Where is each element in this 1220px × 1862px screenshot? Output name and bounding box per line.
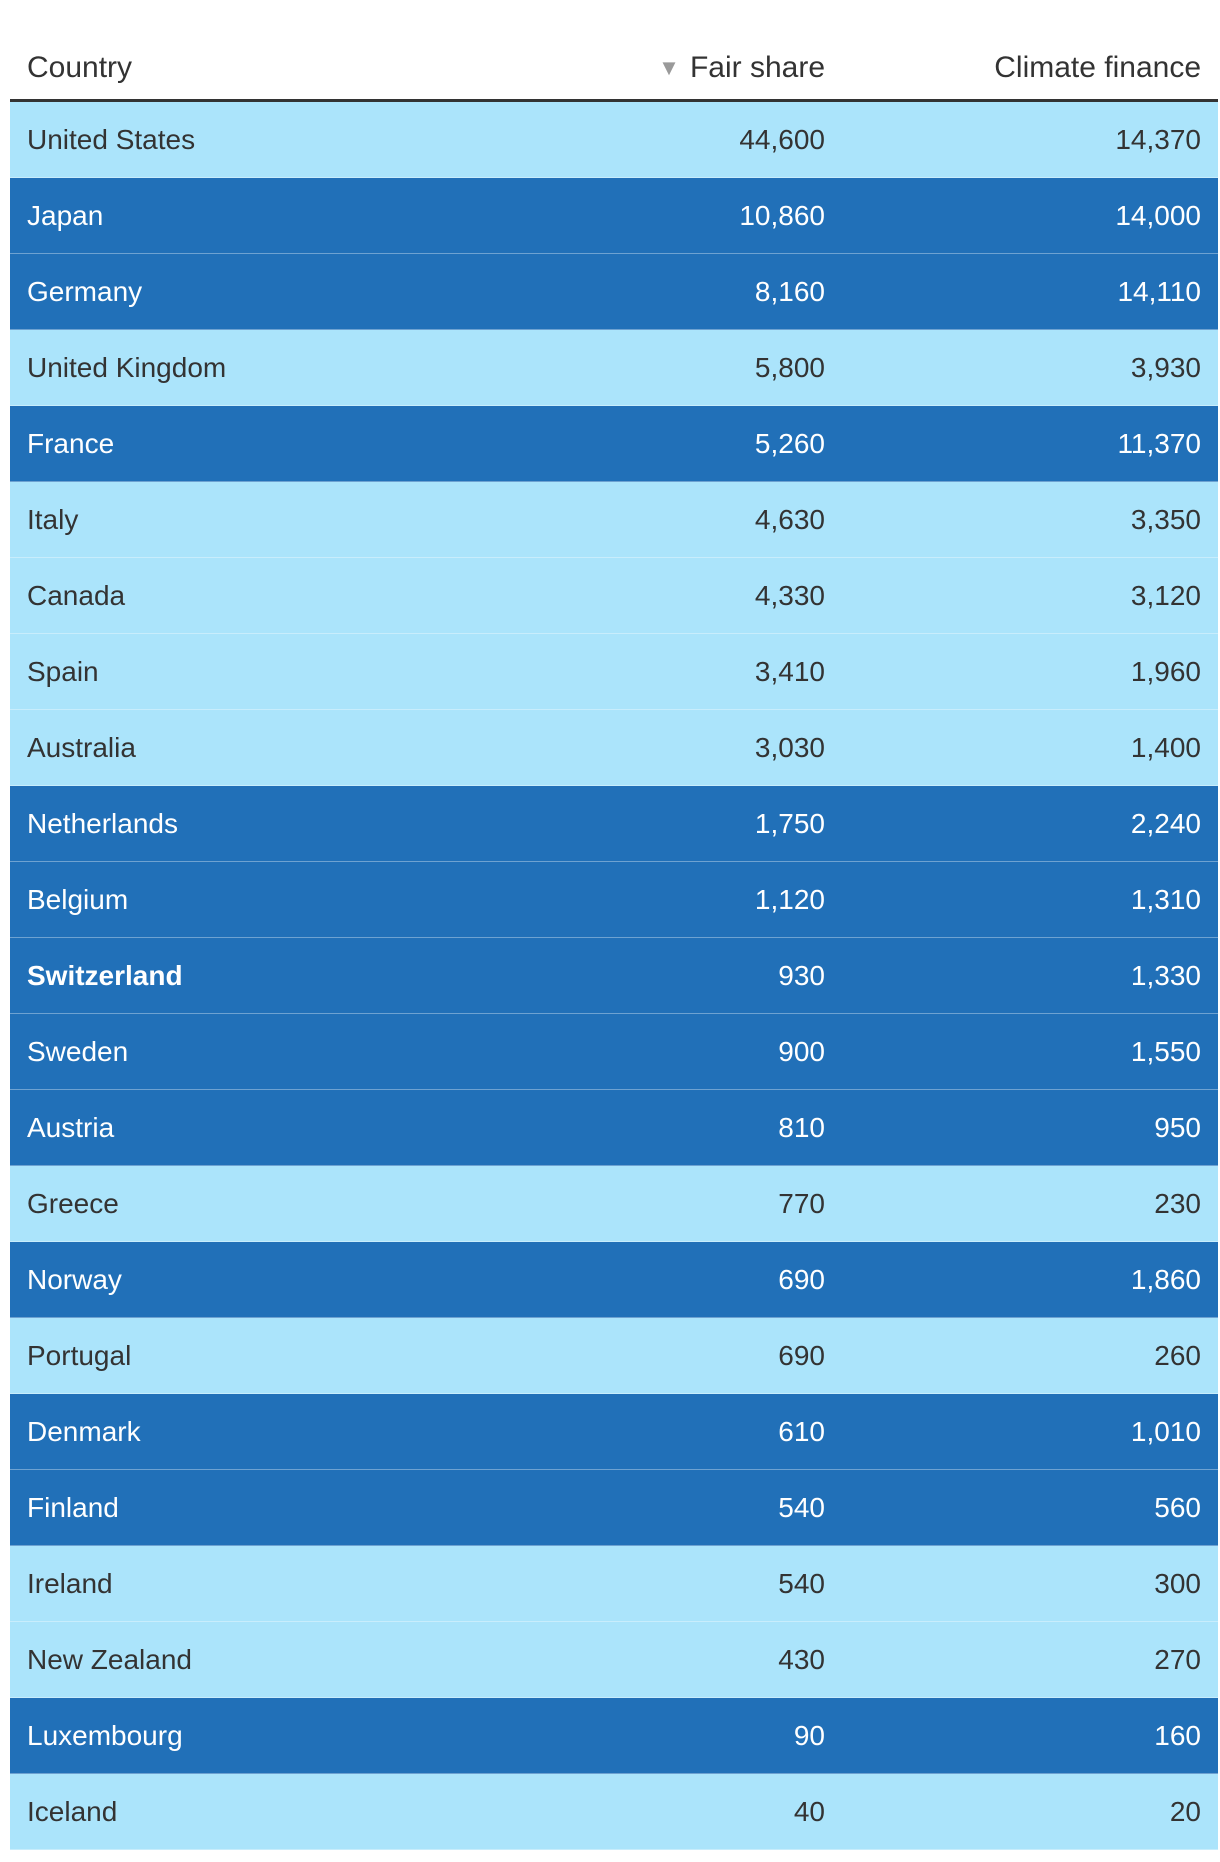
cell-climate-finance: 1,550: [1130, 1036, 1201, 1067]
cell-fair-share: 540: [778, 1492, 825, 1523]
cell-climate-finance: 3,350: [1130, 504, 1201, 535]
cell-fair-share: 3,030: [754, 732, 825, 763]
table-row: [10, 1318, 1218, 1394]
table-row: [10, 1166, 1218, 1242]
cell-country: France: [27, 428, 115, 459]
cell-fair-share: 44,600: [739, 124, 825, 155]
cell-fair-share: 40: [793, 1796, 825, 1827]
cell-climate-finance: 1,960: [1130, 656, 1201, 687]
cell-climate-finance: 300: [1154, 1568, 1201, 1599]
cell-country: Luxembourg: [27, 1720, 183, 1751]
cell-country: Netherlands: [27, 808, 178, 839]
cell-fair-share: 690: [778, 1264, 825, 1295]
cell-country: Japan: [27, 200, 104, 231]
cell-climate-finance: 160: [1154, 1720, 1201, 1751]
cell-country: Finland: [27, 1492, 119, 1523]
cell-country: Sweden: [27, 1036, 129, 1067]
cell-climate-finance: 14,110: [1117, 276, 1201, 307]
table-row: [10, 178, 1218, 254]
cell-climate-finance: 20: [1169, 1796, 1201, 1827]
cell-fair-share: 810: [778, 1112, 825, 1143]
cell-climate-finance: 11,370: [1117, 428, 1201, 459]
table-row: [10, 634, 1218, 710]
cell-country: Greece: [27, 1188, 119, 1219]
cell-country: Italy: [27, 504, 79, 535]
cell-fair-share: 540: [778, 1568, 825, 1599]
cell-country: Iceland: [27, 1796, 118, 1827]
cell-country: Switzerland: [27, 960, 183, 991]
cell-fair-share: 1,750: [754, 808, 825, 839]
table-row: [10, 1242, 1218, 1318]
cell-country: New Zealand: [27, 1644, 192, 1675]
cell-fair-share: 10,860: [739, 200, 825, 231]
cell-fair-share: 5,800: [754, 352, 825, 383]
table-row: [10, 406, 1218, 482]
cell-fair-share: 4,330: [754, 580, 825, 611]
cell-country: Germany: [27, 276, 143, 307]
table-header: [10, 0, 1218, 102]
table-row: [10, 1394, 1218, 1470]
cell-climate-finance: 1,330: [1130, 960, 1201, 991]
table-body: [10, 102, 1218, 1850]
column-header-climate-finance[interactable]: Climate finance: [994, 51, 1201, 84]
cell-climate-finance: 14,000: [1115, 200, 1201, 231]
table-row: [10, 1014, 1218, 1090]
cell-climate-finance: 270: [1154, 1644, 1201, 1675]
table-row: [10, 558, 1218, 634]
table-row: [10, 1622, 1218, 1698]
table-row: [10, 862, 1218, 938]
cell-climate-finance: 1,400: [1130, 732, 1201, 763]
column-header-fair-share[interactable]: [658, 50, 825, 86]
cell-country: Austria: [27, 1112, 115, 1143]
cell-climate-finance: 2,240: [1130, 808, 1201, 839]
cell-fair-share: 4,630: [754, 504, 825, 535]
cell-fair-share: 610: [778, 1416, 825, 1447]
cell-climate-finance: 260: [1154, 1340, 1201, 1371]
cell-country: Canada: [27, 580, 126, 611]
cell-climate-finance: 3,120: [1130, 580, 1201, 611]
table-row: [10, 482, 1218, 558]
table-row: [10, 254, 1218, 330]
cell-country: Denmark: [27, 1416, 141, 1447]
cell-fair-share: 690: [778, 1340, 825, 1371]
cell-country: Portugal: [27, 1340, 132, 1371]
table-row: [10, 1698, 1218, 1774]
table-row: [10, 1774, 1218, 1850]
column-header-fair-share-label: Fair share: [689, 51, 825, 84]
cell-country: Belgium: [27, 884, 129, 915]
cell-climate-finance: 3,930: [1130, 352, 1201, 383]
cell-fair-share: 3,410: [754, 656, 825, 687]
cell-climate-finance: 950: [1154, 1112, 1201, 1143]
cell-fair-share: 90: [793, 1720, 825, 1751]
cell-fair-share: 1,120: [754, 884, 825, 915]
cell-fair-share: 930: [778, 960, 825, 991]
sort-descending-icon[interactable]: ▼: [658, 55, 680, 80]
cell-country: Ireland: [27, 1568, 113, 1599]
cell-climate-finance: 14,370: [1115, 124, 1201, 155]
table-row: [10, 1546, 1218, 1622]
table-row: [10, 786, 1218, 862]
table-row: [10, 1090, 1218, 1166]
cell-climate-finance: 1,860: [1130, 1264, 1201, 1295]
cell-country: Australia: [27, 732, 136, 763]
table-row: [10, 330, 1218, 406]
cell-fair-share: 8,160: [754, 276, 825, 307]
cell-climate-finance: 560: [1154, 1492, 1201, 1523]
table-row: [10, 710, 1218, 786]
table-row: [10, 102, 1218, 178]
data-table: [10, 0, 1218, 1850]
cell-fair-share: 430: [778, 1644, 825, 1675]
cell-climate-finance: 1,010: [1130, 1416, 1201, 1447]
cell-country: United States: [27, 124, 196, 155]
cell-climate-finance: 1,310: [1130, 884, 1201, 915]
cell-country: United Kingdom: [27, 352, 227, 383]
cell-fair-share: 900: [778, 1036, 825, 1067]
cell-country: Norway: [27, 1264, 122, 1295]
table-row: [10, 1470, 1218, 1546]
cell-fair-share: 5,260: [754, 428, 825, 459]
cell-fair-share: 770: [778, 1188, 825, 1219]
column-header-country[interactable]: Country: [27, 51, 133, 84]
table-row: [10, 938, 1218, 1014]
cell-country: Spain: [27, 656, 99, 687]
cell-climate-finance: 230: [1154, 1188, 1201, 1219]
